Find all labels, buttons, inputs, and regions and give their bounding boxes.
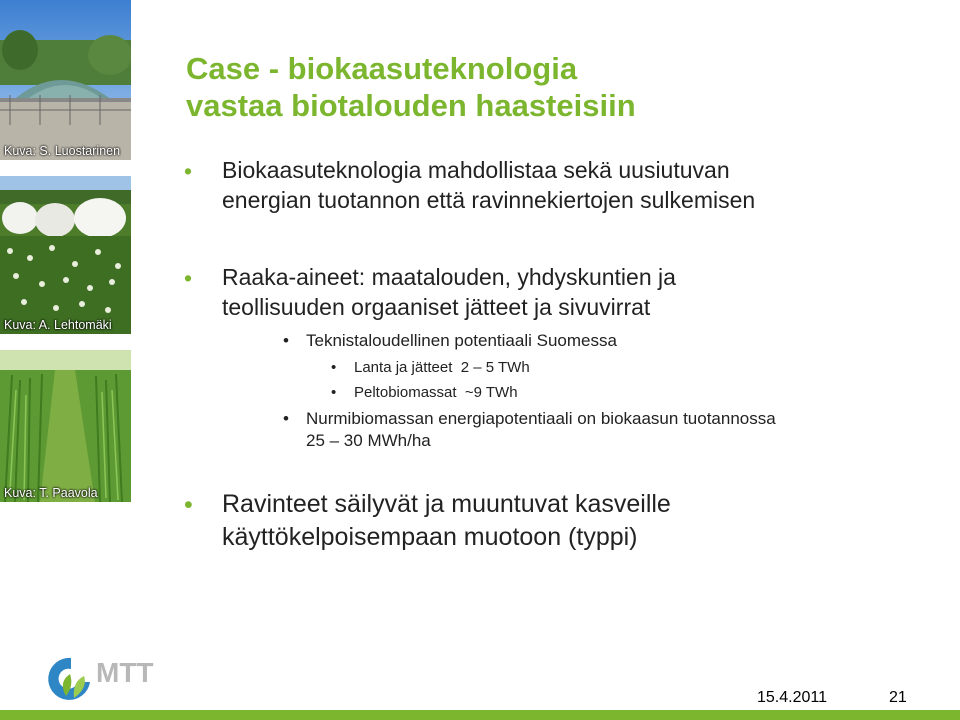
photo-credit: Kuva: T. Paavola bbox=[4, 486, 98, 500]
bullet-dot: • bbox=[184, 265, 193, 291]
bullet-dot: • bbox=[184, 158, 193, 184]
bullet-2 bbox=[222, 262, 676, 322]
bullet-dot: • bbox=[331, 384, 337, 401]
bullet-1-line-1: Biokaasuteknologia mahdollistaa sekä uusiutuvan bbox=[222, 157, 730, 183]
footer-bar bbox=[0, 710, 960, 720]
photo-credit: Kuva: S. Luostarinen bbox=[4, 144, 121, 158]
sub-sub-bullet-manure: Lanta ja jätteet 2 – 5 TWh bbox=[354, 359, 530, 376]
sub-sub-bullet-field-biomass: Peltobiomassat ~9 TWh bbox=[354, 384, 518, 401]
clover-field-silage-bales-photo bbox=[0, 176, 131, 334]
sub-bullet-potential: Teknistaloudellinen potentiaali Suomessa bbox=[306, 331, 617, 350]
bullet-dot: • bbox=[184, 491, 193, 519]
slide-title bbox=[186, 50, 636, 124]
mtt-logo-icon bbox=[44, 652, 174, 706]
mtt-logo bbox=[44, 652, 174, 706]
photo-credit: Kuva: A. Lehtomäki bbox=[4, 318, 112, 332]
bullet-3 bbox=[222, 488, 671, 554]
bullet-dot: • bbox=[283, 331, 289, 350]
bullet-dot: • bbox=[331, 359, 337, 376]
bullet-2-line-1: Raaka-aineet: maatalouden, yhdyskuntien ja bbox=[222, 264, 676, 290]
bullet-3-line-2: käyttökelpoisempaan muotoon (typpi) bbox=[222, 523, 638, 551]
biogas-plant-photo bbox=[0, 0, 131, 160]
slide-title-line-2: vastaa biotalouden haasteisiin bbox=[186, 88, 636, 123]
bullet-1 bbox=[222, 155, 755, 215]
bullet-2-line-2: teollisuuden orgaaniset jätteet ja sivuvirrat bbox=[222, 294, 651, 320]
sub-bullet-grass-line-2: 25 – 30 MWh/ha bbox=[306, 431, 431, 450]
slide-title-line-1: Case - biokaasuteknologia bbox=[186, 51, 578, 86]
bullet-1-line-2: energian tuotannon että ravinnekiertojen sulkemisen bbox=[222, 187, 756, 213]
page-number: 21 bbox=[889, 689, 907, 706]
logo-text: MTT bbox=[96, 657, 154, 688]
bullet-dot: • bbox=[283, 409, 289, 428]
bullet-3-line-1: Ravinteet säilyvät ja muuntuvat kasveille bbox=[222, 490, 671, 518]
grass-crop-rows-photo bbox=[0, 350, 131, 502]
sub-bullet-grass-line-1: Nurmibiomassan energiapotentiaali on biokaasun tuotannossa bbox=[306, 409, 776, 428]
footer-date: 15.4.2011 bbox=[757, 689, 827, 706]
sub-bullet-grass-biomass bbox=[306, 408, 776, 452]
